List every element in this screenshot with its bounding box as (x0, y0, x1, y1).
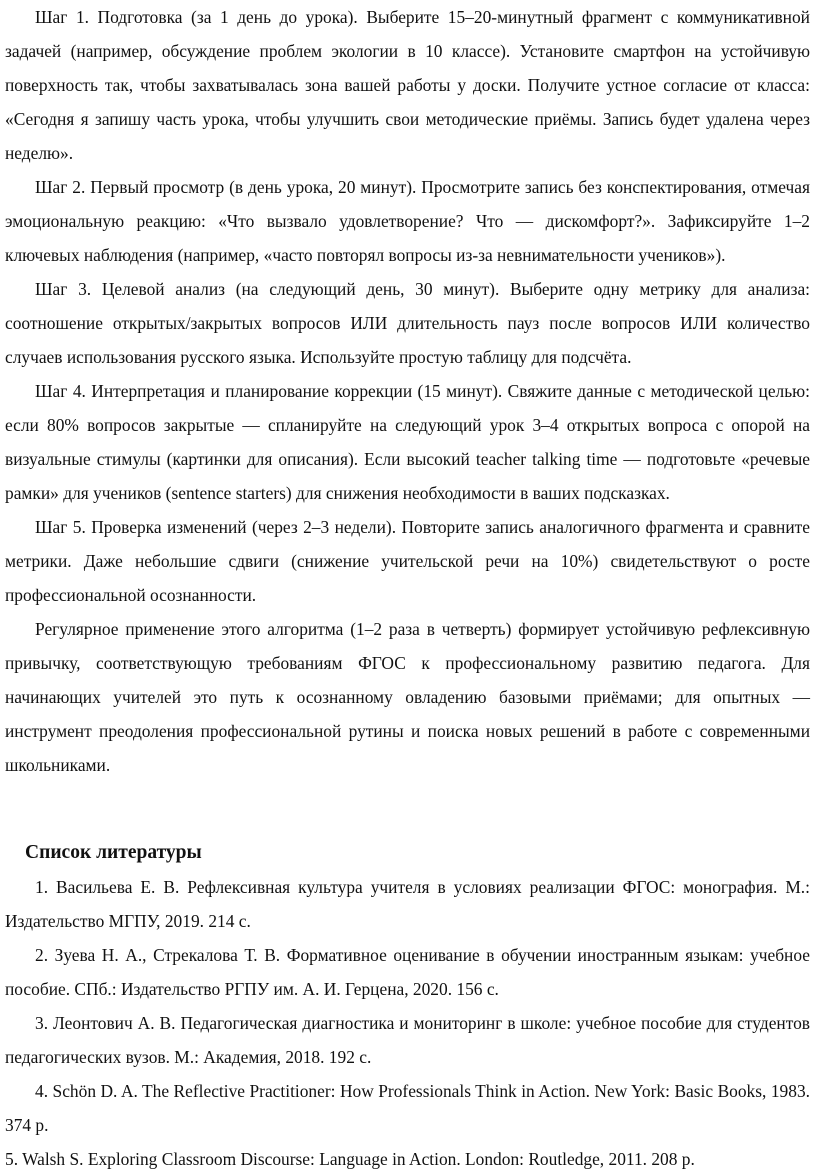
body-text (5, 0, 810, 782)
step-3-paragraph: Шаг 3. Целевой анализ (на следующий день, 30 минут). Выберите одну метрику для анализа: соотношение открытых/закрытых вопросов ИЛИ длительность пауз после вопросов ИЛИ количество случаев использования русского языка. Используйте простую таблицу для подсчёта. (5, 279, 810, 367)
step-5-paragraph: Шаг 5. Проверка изменений (через 2–3 недели). Повторите запись аналогичного фрагмента и сравните метрики. Даже небольшие сдвиги (снижение учительской речи на 10%) свидетельствуют о росте профессиональной осознанности. (5, 517, 810, 605)
reference-item: 3. Леонтович А. В. Педагогическая диагностика и мониторинг в школе: учебное пособие для студентов педагогических вузов. М.: Академия, 2018. 192 с. (5, 1013, 810, 1067)
reference-item: 5. Walsh S. Exploring Classroom Discourse: Language in Action. London: Routledge, 2011. 208 p. (5, 1149, 695, 1169)
references-heading: Список литературы (25, 842, 202, 863)
step-2-paragraph: Шаг 2. Первый просмотр (в день урока, 20 минут). Просмотрите запись без конспектирования, отмечая эмоциональную реакцию: «Что вызвало удовлетворение? Что — дискомфорт?». Зафиксируйте 1–2 ключевых наблюдения (например, «часто повторял вопросы из-за невнимательности учеников»). (5, 177, 810, 265)
reference-item: 2. Зуева Н. А., Стрекалова Т. В. Формативное оценивание в обучении иностранным языкам: учебное пособие. СПб.: Издательство РГПУ им. А. И. Герцена, 2020. 156 с. (5, 945, 810, 999)
step-4-paragraph: Шаг 4. Интерпретация и планирование коррекции (15 минут). Свяжите данные с методической целью: если 80% вопросов закрытые — спланируйте на следующий урок 3–4 открытых вопроса с опорой на визуальные стимулы (картинки для описания). Если высокий teacher talking time — подготовьте «речевые рамки» для учеников (sentence starters) для снижения необходимости в ваших подсказках. (5, 381, 810, 503)
conclusion-paragraph: Регулярное применение этого алгоритма (1–2 раза в четверть) формирует устойчивую рефлексивную привычку, соответствующую требованиям ФГОС к профессиональному развитию педагога. Для начинающих учителей это путь к осознанному овладению базовыми приёмами; для опытных — инструмент преодоления профессиональной рутины и поиска новых решений в работе с современными школьниками. (5, 619, 810, 775)
reference-item: 4. Schön D. A. The Reflective Practitioner: How Professionals Think in Action. New York: Basic Books, 1983. 374 p. (5, 1081, 810, 1135)
reference-item: 1. Васильева Е. В. Рефлексивная культура учителя в условиях реализации ФГОС: монография. М.: Издательство МГПУ, 2019. 214 с. (5, 877, 810, 931)
references-list (5, 870, 810, 1176)
step-1-paragraph: Шаг 1. Подготовка (за 1 день до урока). Выберите 15–20-минутный фрагмент с коммуникативной задачей (например, обсуждение проблем экологии в 10 классе). Установите смартфон на устойчивую поверхность так, чтобы захватывалась зона вашей работы у доски. Получите устное согласие от класса: «Сегодня я запишу часть урока, чтобы улучшить свои методические приёмы. Запись будет удалена через неделю». (5, 7, 810, 163)
